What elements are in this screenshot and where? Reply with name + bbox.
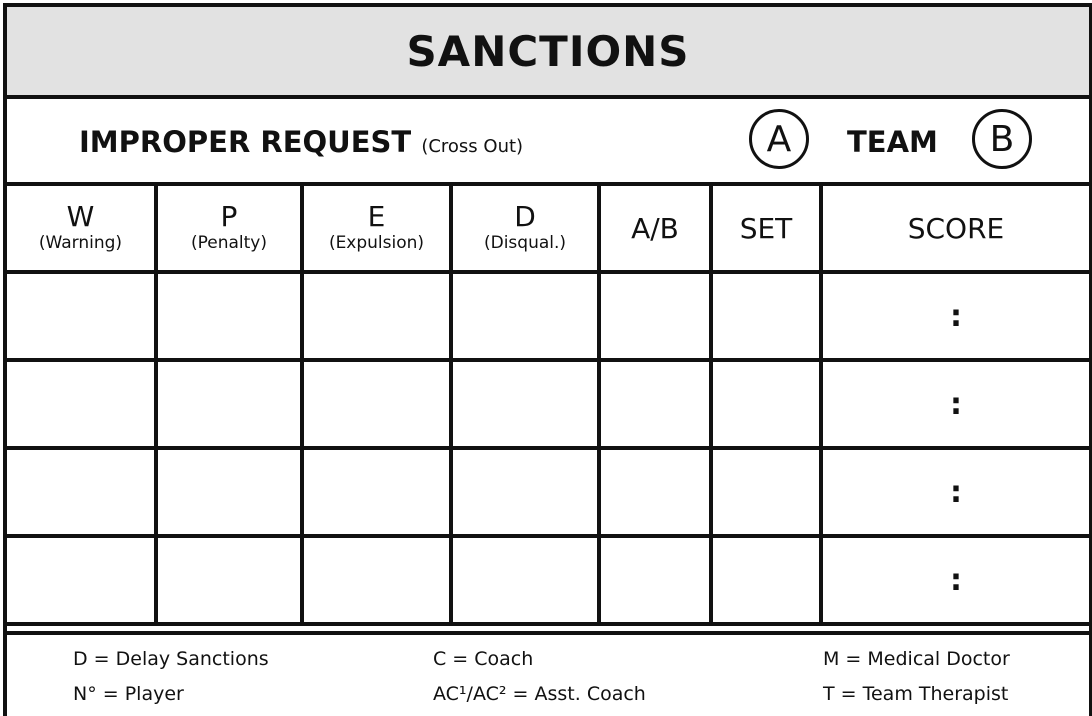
col-disqualification-sub: (Disqual.): [483, 233, 567, 253]
score-separator: :: [950, 474, 962, 510]
form-title: SANCTIONS: [406, 26, 690, 76]
col-penalty-sub: (Penalty): [190, 233, 267, 253]
col-expulsion-sub: (Expulsion): [328, 233, 425, 253]
title-bar: [7, 7, 1089, 99]
col-score: [821, 186, 1089, 272]
cell-score[interactable]: [821, 360, 1089, 448]
cell-warning[interactable]: [7, 360, 156, 448]
legend: [7, 631, 1089, 716]
cell-expulsion[interactable]: [302, 536, 451, 624]
cell-disqualification[interactable]: [451, 272, 599, 360]
legend-therapist: T = Team Therapist: [823, 683, 1009, 705]
cell-team[interactable]: [599, 360, 711, 448]
cell-warning[interactable]: [7, 536, 156, 624]
col-set-label: SET: [739, 211, 793, 245]
cell-disqualification[interactable]: [451, 536, 599, 624]
cell-expulsion[interactable]: [302, 272, 451, 360]
score-separator: :: [950, 386, 962, 422]
sanctions-table: [7, 186, 1089, 626]
cell-team[interactable]: [599, 272, 711, 360]
cell-expulsion[interactable]: [302, 448, 451, 536]
cell-penalty[interactable]: [156, 536, 302, 624]
cell-team[interactable]: [599, 536, 711, 624]
col-warning-sub: (Warning): [38, 233, 123, 253]
col-team-label: A/B: [631, 211, 679, 245]
cell-penalty[interactable]: [156, 272, 302, 360]
col-penalty-letter: P: [220, 200, 238, 233]
cell-set[interactable]: [711, 536, 821, 624]
score-separator: :: [950, 298, 962, 334]
table-row: [7, 272, 1089, 360]
legend-coach: C = Coach: [433, 648, 534, 670]
legend-medical: M = Medical Doctor: [823, 648, 1010, 670]
improper-request-text: IMPROPER REQUEST: [79, 125, 412, 159]
legend-player: N° = Player: [73, 683, 184, 705]
cell-penalty[interactable]: [156, 448, 302, 536]
team-b-circle[interactable]: B: [972, 109, 1032, 169]
cross-out-hint: (Cross Out): [421, 136, 524, 157]
improper-request-row: [7, 99, 1089, 186]
col-score-label: SCORE: [907, 211, 1005, 245]
cell-penalty[interactable]: [156, 360, 302, 448]
team-a-circle[interactable]: A: [749, 109, 809, 169]
cell-score[interactable]: [821, 536, 1089, 624]
cell-disqualification[interactable]: [451, 360, 599, 448]
table-row: [7, 360, 1089, 448]
team-label: TEAM: [847, 125, 938, 159]
sanctions-form: [3, 3, 1092, 716]
col-set: [711, 186, 821, 272]
cell-warning[interactable]: [7, 448, 156, 536]
cell-expulsion[interactable]: [302, 360, 451, 448]
col-warning: [7, 186, 156, 272]
improper-request-label: [79, 125, 523, 159]
cell-warning[interactable]: [7, 272, 156, 360]
table-row: [7, 536, 1089, 624]
table-row: [7, 448, 1089, 536]
cell-set[interactable]: [711, 448, 821, 536]
cell-team[interactable]: [599, 448, 711, 536]
col-expulsion: [302, 186, 451, 272]
legend-delay: D = Delay Sanctions: [73, 648, 269, 670]
cell-set[interactable]: [711, 272, 821, 360]
col-expulsion-letter: E: [367, 200, 386, 233]
table-header-row: [7, 186, 1089, 272]
col-team: [599, 186, 711, 272]
score-separator: :: [950, 562, 962, 598]
cell-score[interactable]: [821, 448, 1089, 536]
col-disqualification: [451, 186, 599, 272]
cell-set[interactable]: [711, 360, 821, 448]
cell-disqualification[interactable]: [451, 448, 599, 536]
col-penalty: [156, 186, 302, 272]
legend-asst-coach: AC¹/AC² = Asst. Coach: [433, 683, 646, 705]
cell-score[interactable]: [821, 272, 1089, 360]
col-disqualification-letter: D: [514, 200, 536, 233]
col-warning-letter: W: [66, 200, 95, 233]
